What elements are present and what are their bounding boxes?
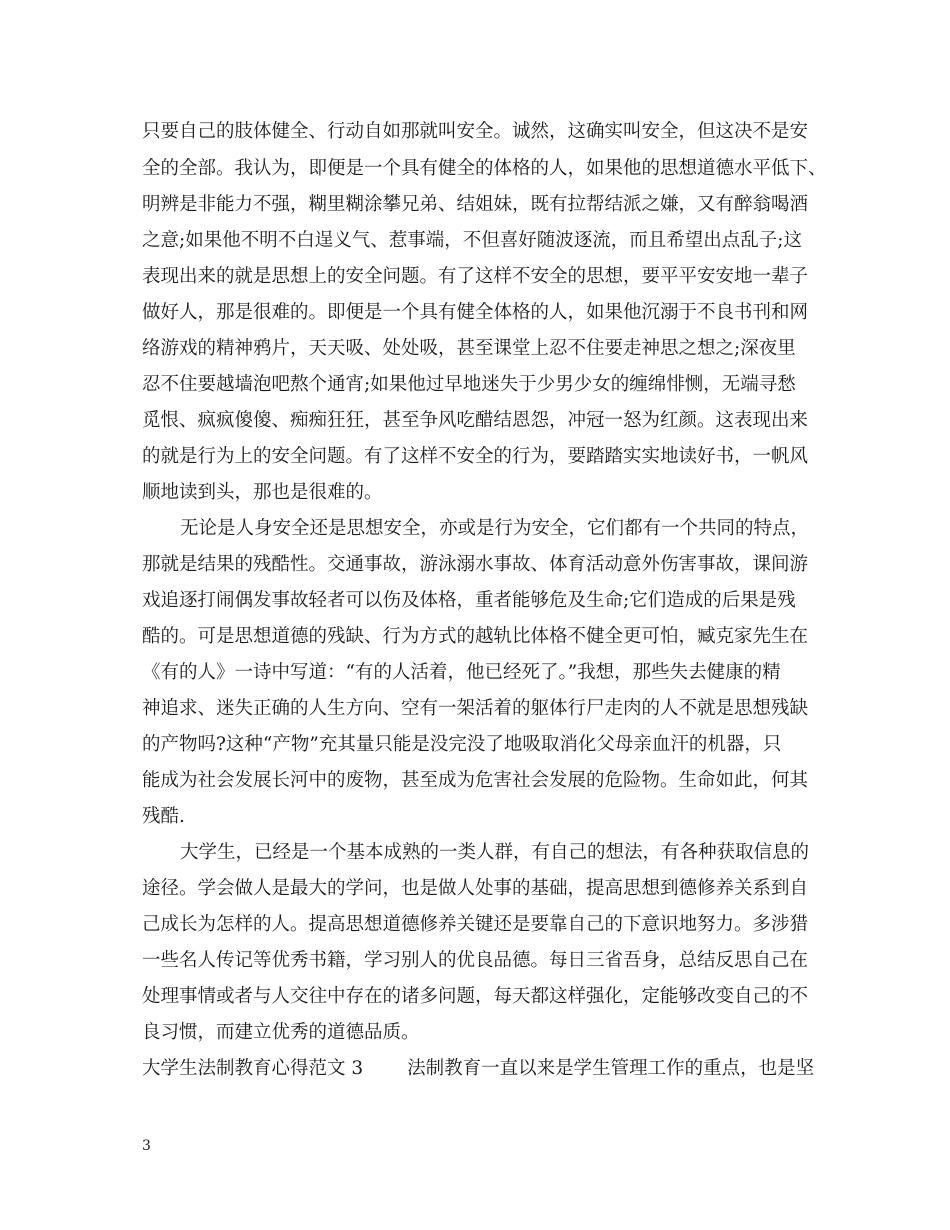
text-line: 能成为社会发展长河中的废物，甚至成为危害社会发展的危险物。生命如此，何其	[142, 770, 809, 791]
text-line: 神追求、迷失正确的人生方向、空有一架活着的躯体行尸走肉的人不就是思想残缺	[142, 698, 809, 719]
text-line: 《有的人》一诗中写道：“有的人活着，他已经死了。”我想，那些失去健康的精	[142, 662, 781, 683]
text-line: 大学生，已经是一个基本成熟的一类人群，有自己的想法，有各种获取信息的	[180, 842, 810, 863]
text-line: 表现出来的就是思想上的安全问题。有了这样不安全的思想，要平平安安地一辈子	[142, 266, 809, 287]
text-line: 戏追逐打闹偶发事故轻者可以伤及体格，重者能够危及生命;它们造成的后果是残	[142, 590, 796, 611]
page-number: 3	[142, 1138, 151, 1154]
text-line: 无论是人身安全还是思想安全，亦或是行为安全，它们都有一个共同的特点，	[180, 518, 810, 539]
text-line: 忍不住要越墙泡吧熬个通宵;如果他过早地迷失于少男少女的缠绵悱恻，无端寻愁	[142, 374, 796, 395]
text-line: 之意;如果他不明不白逞义气、惹事端，不但喜好随波逐流，而且希望出点乱子;这	[142, 230, 802, 251]
text-line: 一些名人传记等优秀书籍，学习别人的优良品德。每日三省吾身，总结反思自己在	[142, 950, 809, 971]
text-line: 处理事情或者与人交往中存在的诸多问题，每天都这样强化，定能够改变自己的不	[142, 986, 809, 1007]
text-line: 只要自己的肢体健全、行动自如那就叫安全。诚然，这确实叫安全，但这决不是安	[142, 121, 809, 142]
section-heading-text: 法制教育一直以来是学生管理工作的重点，也是坚	[407, 1058, 815, 1079]
text-line: 全的全部。我认为，即便是一个具有健全的体格的人，如果他的思想道德水平低下、	[142, 158, 827, 179]
text-line: 顺地读到头，那也是很难的。	[142, 482, 383, 503]
section-heading-title: 大学生法制教育心得范文 3	[142, 1058, 364, 1079]
text-line: 途径。学会做人是最大的学问，也是做人处事的基础，提高思想到德修养关系到自	[142, 878, 809, 899]
section-heading-line	[142, 1057, 822, 1081]
text-line: 残酷.	[142, 806, 185, 827]
text-line: 那就是结果的残酷性。交通事故，游泳溺水事故、体育活动意外伤害事故，课间游	[142, 554, 809, 575]
text-line: 的就是行为上的安全问题。有了这样不安全的行为，要踏踏实实地读好书，一帆风	[142, 446, 809, 467]
text-line: 做好人，那是很难的。即便是一个具有健全体格的人，如果他沉溺于不良书刊和网	[142, 302, 809, 323]
text-line: 络游戏的精神鸦片，天天吸、处处吸，甚至课堂上忍不住要走神思之想之;深夜里	[142, 338, 796, 359]
text-line: 良习惯，而建立优秀的道德品质。	[142, 1022, 420, 1043]
text-line: 己成长为怎样的人。提高思想道德修养关键还是要靠自己的下意识地努力。多涉猎	[142, 914, 809, 935]
text-line: 酷的。可是思想道德的残缺、行为方式的越轨比体格不健全更可怕，臧克家先生在	[142, 626, 809, 647]
text-line: 觅恨、疯疯傻傻、痴痴狂狂，甚至争风吃醋结恩怨，冲冠一怒为红颜。这表现出来	[142, 410, 809, 431]
text-line: 明辨是非能力不强，糊里糊涂攀兄弟、结姐妹，既有拉帮结派之嫌，又有醉翁喝酒	[142, 194, 809, 215]
text-line: 的产物吗?这种“产物”充其量只能是没完没了地吸取消化父母亲血汗的机器，只	[142, 734, 782, 755]
